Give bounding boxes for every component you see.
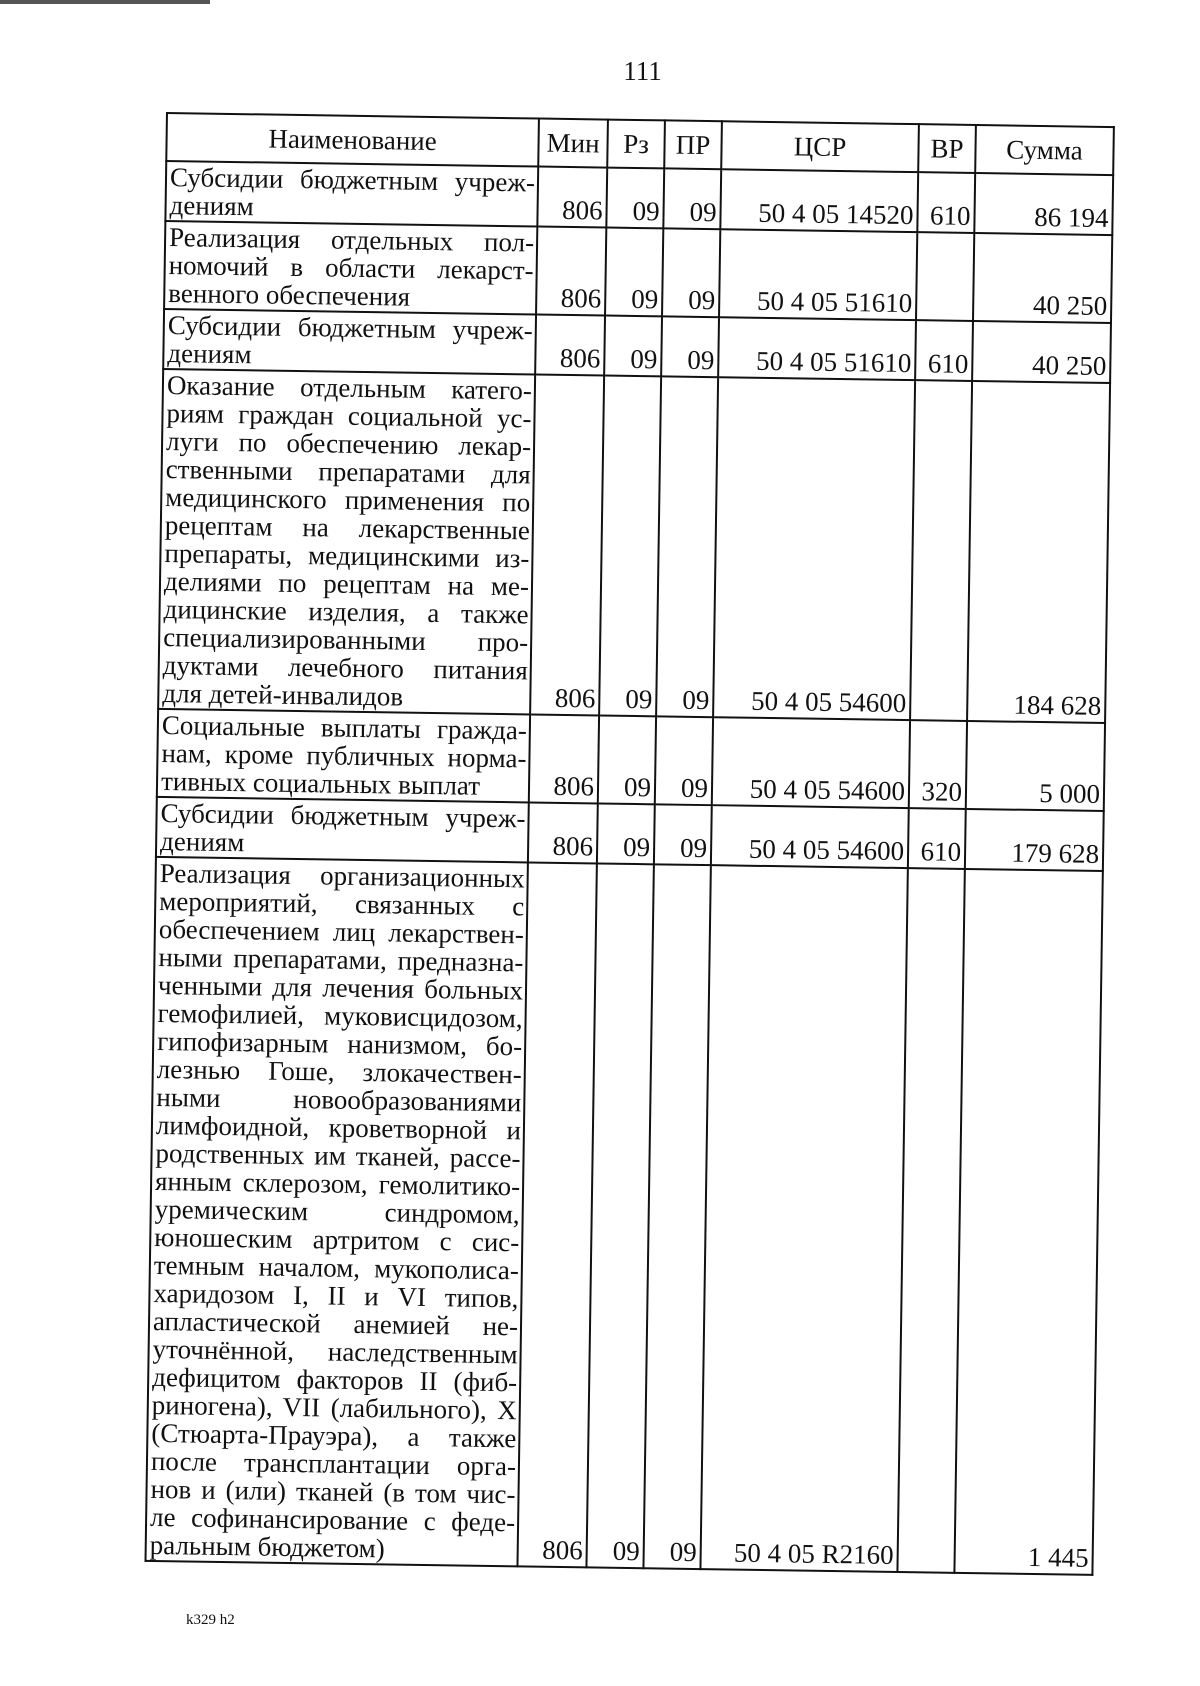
row-name: Субсидии бюджетным учреж-дениям [163,309,536,375]
header-rz: Рз [607,120,665,169]
row-pr: 09 [662,228,720,317]
row-pr: 09 [654,804,712,865]
row-vr: 610 [917,172,975,233]
row-rz: 09 [599,376,661,717]
row-sum: 1 445 [954,869,1102,1575]
row-csr: 50 4 05 54600 [712,717,910,808]
row-vr [916,232,974,321]
header-vr: ВР [918,124,976,173]
row-csr: 50 4 05 54600 [713,377,915,720]
table-row [157,709,1105,811]
row-pr: 09 [655,716,713,805]
footer-code: k329 h2 [186,1612,235,1628]
row-min: 806 [529,714,599,803]
row-name: Субсидии бюджетным учреж-дениям [156,797,529,863]
row-csr: 50 4 05 51610 [719,229,917,320]
table-row [146,857,1103,1575]
table-row [158,369,1110,723]
row-pr: 09 [663,168,721,229]
row-vr [910,380,972,721]
row-csr: 50 4 05 14520 [720,169,918,232]
row-vr [897,868,964,1573]
row-sum: 184 628 [967,381,1110,723]
row-min: 806 [535,315,605,376]
row-min: 806 [536,227,606,316]
row-sum: 5 000 [966,721,1105,811]
header-min: Мин [538,119,608,168]
header-sum: Сумма [975,125,1114,175]
row-rz: 09 [597,803,655,864]
header-name: Наименование [166,113,539,167]
row-min: 806 [530,375,604,716]
row-vr: 320 [909,720,967,809]
scan-edge-mark [0,0,210,4]
row-min: 806 [517,862,596,1567]
row-pr: 09 [661,316,719,377]
row-name: Реализация отдельных пол-номочий в области лекарст-венного обеспечения [164,221,537,315]
row-sum: 86 194 [974,173,1113,235]
header-pr: ПР [664,120,722,169]
row-pr: 09 [656,376,718,717]
row-name: Субсидии бюджетным учреж-дениям [165,161,538,227]
row-rz: 09 [605,228,663,317]
page-number: 111 [623,56,662,86]
row-name: Социальные выплаты гражда-нам, кроме публичных норма-тивных социальных выплат [157,709,530,803]
header-csr: ЦСР [721,121,919,172]
row-name: Реализация организационных мероприятий, связанных с обеспечением лиц лекарствен-ными препаратами, предназна-ченными для лечения больных гемофилией, муковисцидозом, гипофизарным нанизмом, бо-лезнью Гоше, злокачествен-ными новообразованиями лимфоидной, кроветворной и родственных им тканей, рассе-янным склерозом, гемолитико-уремическим синдромом, юношеским артритом с сис-темным началом, мукополиса-харидозом I, II и VI типов, апластической анемией не-уточнённой, наследственным дефицитом факторов II (фиб-риногена), VII (лабильного), X (Стюарта-Прауэра), а также после трансплантации орга-нов и (или) тканей (в том чис-ле софинансирование с феде-ральным бюджетом) [146,857,528,1566]
row-sum: 40 250 [973,233,1112,323]
row-min: 806 [537,167,607,228]
row-name: Оказание отдельным катего-риям граждан социальной ус-луги по обеспечению лекар-ственными препаратами для медицинского применения по рецептам на лекарственные препараты, медицинскими из-делиями по рецептам на ме-дицинские изделия, а также специализированными про-дуктами лечебного питания для детей-инвалидов [158,369,535,714]
row-rz: 09 [598,715,656,804]
row-min: 806 [528,802,598,863]
row-rz: 09 [604,316,662,377]
row-csr: 50 4 05 54600 [711,805,909,868]
row-rz: 09 [586,863,653,1568]
row-rz: 09 [606,168,664,229]
row-sum: 40 250 [972,321,1111,383]
row-vr: 610 [908,808,966,869]
row-pr: 09 [643,864,710,1569]
row-csr: 50 4 05 R2160 [700,865,907,1572]
row-vr: 610 [915,320,973,381]
row-sum: 179 628 [965,809,1104,871]
row-csr: 50 4 05 51610 [718,317,916,380]
budget-table [144,112,1114,1576]
table-row [164,221,1112,323]
